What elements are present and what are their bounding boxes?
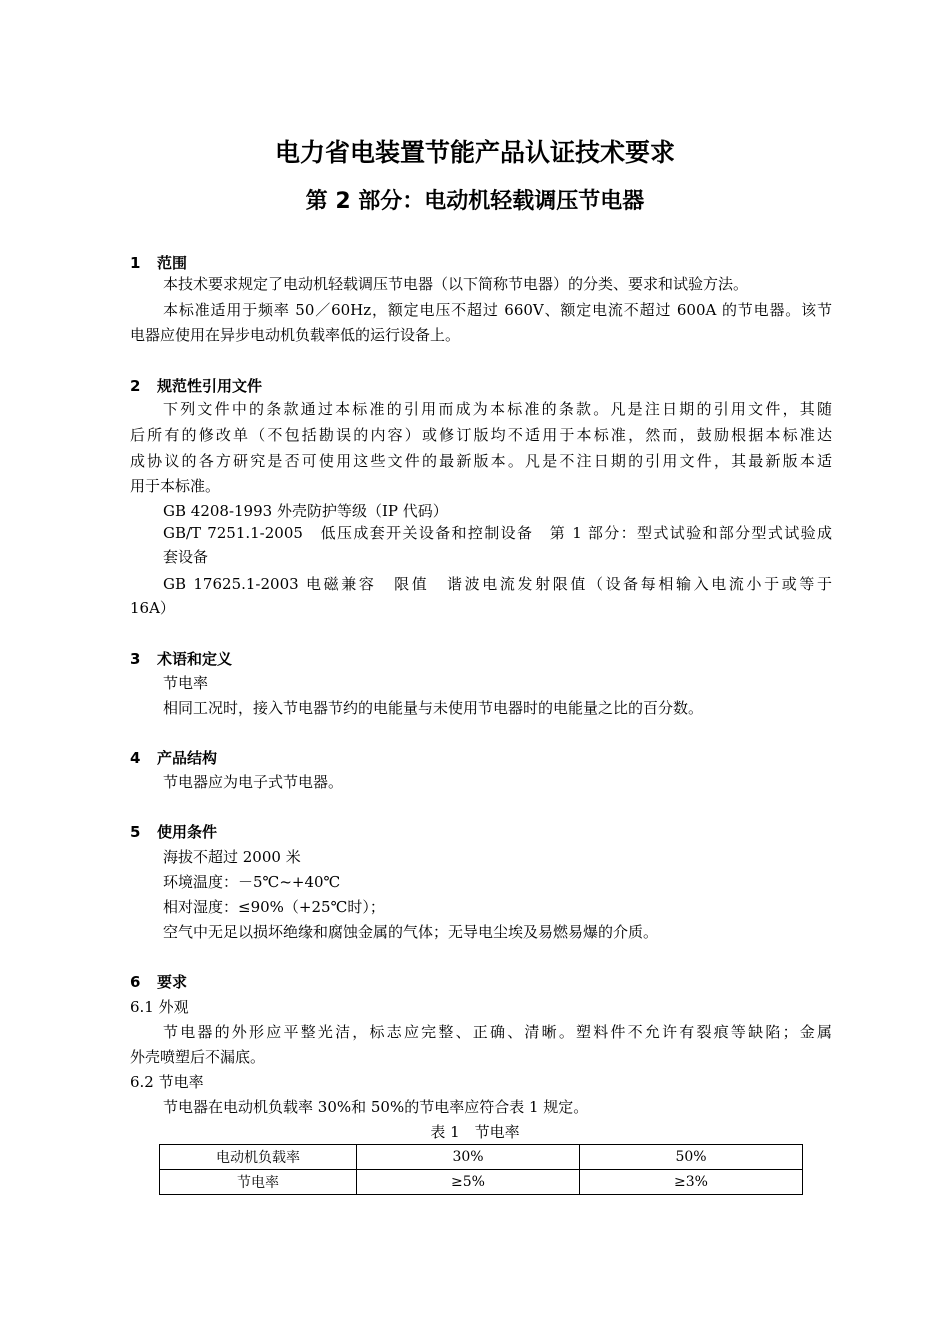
- subsection-heading: 6.1 外观: [130, 998, 189, 1016]
- table-cell: 节电率: [160, 1170, 357, 1195]
- table-row: [160, 1145, 803, 1170]
- section-number: 2: [130, 377, 141, 395]
- reference-item: GB 4208-1993 外壳防护等级（IP 代码）: [163, 502, 448, 520]
- section-title: 规范性引用文件: [157, 377, 263, 395]
- condition-item: 空气中无足以损坏绝缘和腐蚀金属的气体；无导电尘埃及易燃易爆的介质。: [163, 923, 659, 941]
- reference-item: 16A）: [130, 599, 175, 617]
- energy-saving-table: [159, 1144, 803, 1195]
- section-5-heading: [130, 820, 217, 844]
- paragraph: 节电器应为电子式节电器。: [163, 773, 344, 791]
- term: 节电率: [163, 674, 209, 692]
- section-title: 要求: [157, 973, 188, 991]
- subsection-heading: 6.2 节电率: [130, 1073, 204, 1091]
- reference-item: 套设备: [163, 548, 209, 566]
- paragraph: 电器应使用在异步电动机负载率低的运行设备上。: [130, 326, 461, 344]
- paragraph: 本技术要求规定了电动机轻载调压节电器（以下简称节电器）的分类、要求和试验方法。: [163, 275, 749, 293]
- table-caption: 表 1 节电率: [430, 1123, 520, 1141]
- table-cell: 30%: [357, 1145, 580, 1170]
- section-number: 5: [130, 823, 141, 841]
- document-subtitle: 第 2 部分：电动机轻载调压节电器: [305, 189, 645, 214]
- table-cell: ≥3%: [580, 1170, 803, 1195]
- paragraph: 用于本标准。: [130, 477, 221, 495]
- section-number: 4: [130, 749, 141, 767]
- condition-item: 海拔不超过 2000 米: [163, 848, 301, 866]
- section-title: 使用条件: [157, 823, 218, 841]
- table-cell: 电动机负载率: [160, 1145, 357, 1170]
- paragraph: 本标准适用于频率 50／60Hz，额定电压不超过 660V、额定电流不超过 600A 的节电器。该节: [163, 301, 832, 319]
- condition-item: 环境温度：－5℃~+40℃: [163, 873, 341, 891]
- document-title: 电力省电装置节能产品认证技术要求: [274, 138, 675, 167]
- section-6-heading: [130, 970, 187, 994]
- section-number: 1: [130, 254, 141, 272]
- section-title: 术语和定义: [157, 650, 233, 668]
- table-cell: ≥5%: [357, 1170, 580, 1195]
- reference-item: GB 17625.1-2003 电磁兼容 限值 谐波电流发射限值（设备每相输入电流小于或等于: [163, 575, 832, 593]
- section-number: 3: [130, 650, 141, 668]
- paragraph: 后所有的修改单（不包括勘误的内容）或修订版均不适用于本标准，然而，鼓励根据本标准达: [130, 426, 832, 444]
- section-number: 6: [130, 973, 141, 991]
- section-3-heading: [130, 647, 232, 671]
- definition: 相同工况时，接入节电器节约的电能量与未使用节电器时的电能量之比的百分数。: [163, 699, 704, 717]
- section-4-heading: [130, 746, 217, 770]
- section-title: 产品结构: [157, 749, 218, 767]
- paragraph: 成协议的各方研究是否可使用这些文件的最新版本。凡是不注日期的引用文件，其最新版本适: [130, 452, 832, 470]
- paragraph: 节电器的外形应平整光洁，标志应完整、正确、清晰。塑料件不允许有裂痕等缺陷；金属: [163, 1023, 832, 1041]
- section-2-heading: [130, 374, 262, 398]
- table-cell: 50%: [580, 1145, 803, 1170]
- reference-item: GB/T 7251.1-2005 低压成套开关设备和控制设备 第 1 部分：型式试验和部分型式试验成: [163, 524, 832, 542]
- condition-item: 相对湿度：≤90%（+25℃时）；: [163, 898, 385, 916]
- section-title: 范围: [157, 254, 188, 272]
- paragraph: 下列文件中的条款通过本标准的引用而成为本标准的条款。凡是注日期的引用文件，其随: [163, 400, 832, 418]
- paragraph: 外壳喷塑后不漏底。: [130, 1048, 266, 1066]
- paragraph: 节电器在电动机负载率 30%和 50%的节电率应符合表 1 规定。: [163, 1098, 589, 1116]
- table-row: [160, 1170, 803, 1195]
